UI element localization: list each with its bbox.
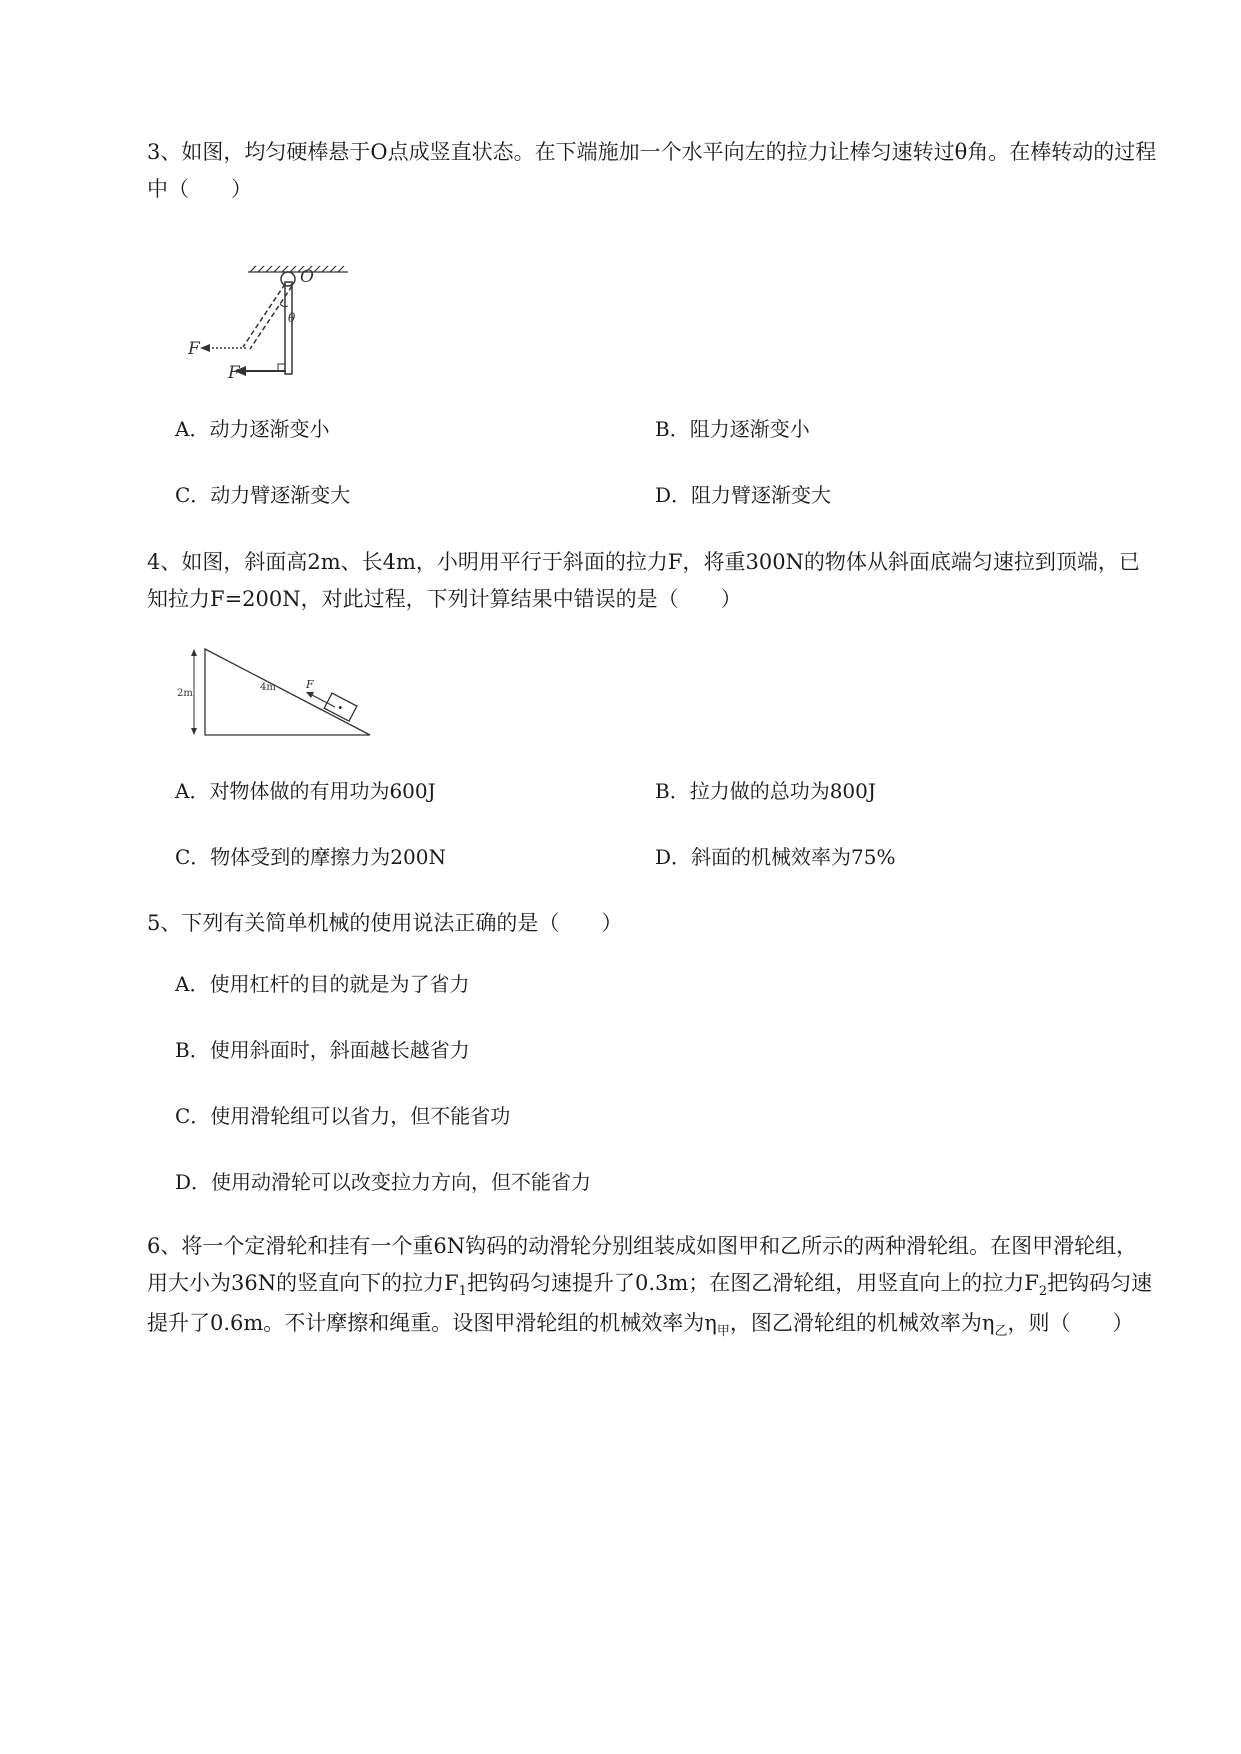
theta-label: θ [288,311,296,325]
question-4-stem: 4、如图，斜面高2m、长4m，小明用平行于斜面的拉力F，将重300N的物体从斜面底端匀速拉到顶端，已知拉力F=200N，对此过程，下列计算结果中错误的是（ ） [147,550,1140,611]
question-5-option-d[interactable]: D．使用动滑轮可以改变拉力方向，但不能省力 [175,1170,592,1194]
incline-triangle [205,649,370,735]
force-dotted-label: F [188,339,200,359]
pivot-label: O [300,267,314,287]
question-3-stem: 3、如图，均匀硬棒悬于O点成竖直状态。在下端施加一个水平向左的拉力让棒匀速转过θ角。在棒转动的过程中（ ） [147,140,1157,201]
question-3-option-c[interactable]: C．动力臂逐渐变大 [175,483,351,507]
subscript-eta-jia: 甲 [716,1324,730,1339]
force-solid-label: F [228,363,240,382]
length-label: 4m [260,682,276,693]
pivot [281,272,295,286]
subscript-eta-yi: 乙 [994,1324,1008,1339]
question-4-option-a[interactable]: A．对物体做的有用功为600J [175,779,436,803]
rod-rotated-1 [243,284,285,347]
question-3-option-a[interactable]: A．动力逐渐变小 [175,417,330,441]
question-4-option-c[interactable]: C．物体受到的摩擦力为200N [175,845,446,869]
question-6-text-2: 把钩码匀速提升了0.3m；在图乙滑轮组，用竖直向上的拉力F [466,1271,1039,1295]
height-arrow-bottom [191,728,197,735]
question-5-option-b[interactable]: B．使用斜面时，斜面越长越省力 [175,1038,470,1062]
question-3-figure [188,262,363,382]
question-6-text-4: ，图乙滑轮组的机械效率为η [729,1311,995,1335]
block [324,693,357,721]
question-4-option-d[interactable]: D．斜面的机械效率为75% [655,845,896,869]
question-3-option-b[interactable]: B．阻力逐渐变小 [655,417,810,441]
height-label: 2m [177,688,193,699]
question-6-stem [147,1228,1157,1345]
height-arrow-top [191,649,197,656]
question-6-text-5: ，则（ ） [1007,1311,1134,1335]
question-6-text-3: 把钩码匀速提升了0.6m。不计摩擦和绳重。设图甲滑轮组的机械效率为η [147,1271,1153,1335]
force-dotted-arrow [200,344,210,352]
subscript-f2: 2 [1038,1284,1048,1299]
force-label: F [306,678,314,691]
question-5-option-a[interactable]: A．使用杠杆的目的就是为了省力 [175,972,470,996]
theta-arc [280,304,288,307]
ceiling [248,266,348,272]
question-5-stem: 5、下列有关简单机械的使用说法正确的是（ ） [147,911,623,935]
question-4-option-b[interactable]: B．拉力做的总功为800J [655,779,876,803]
question-5-option-c[interactable]: C．使用滑轮组可以省力，但不能省功 [175,1104,511,1128]
right-angle-mark [278,364,285,371]
subscript-f1: 1 [458,1284,467,1299]
question-6-text-1: 6、将一个定滑轮和挂有一个重6N钩码的动滑轮分别组装成如图甲和乙所示的两种滑轮组。在图甲滑轮组，用大小为36N的竖直向下的拉力F [147,1234,1138,1295]
question-4-figure [175,644,395,740]
question-3-option-d[interactable]: D．阻力臂逐渐变大 [655,483,832,507]
